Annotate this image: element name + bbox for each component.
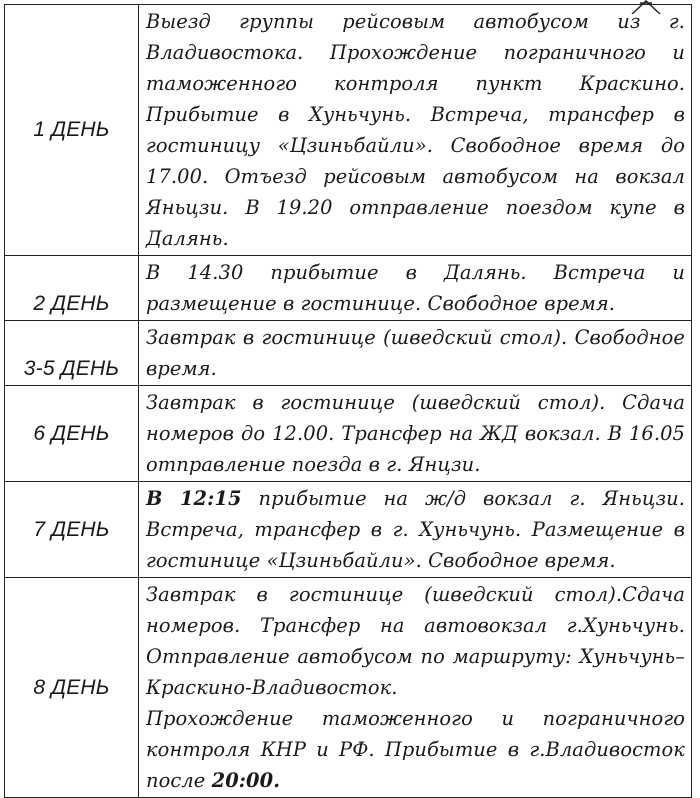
- day-description: [139, 482, 692, 578]
- description-rest: Прохождение таможенного и пограничного контроля КНР и РФ. Прибытие в г.Владивосток после: [146, 707, 685, 792]
- day-label: 1 ДЕНЬ: [5, 5, 139, 256]
- description-rest: прибытие на ж/д вокзал г. Яньцзи. Встреча, трансфер в г. Хуньчунь. Размещение в гостинице «Цзиньбайли». Свободное время.: [146, 487, 685, 572]
- day-label: 7 ДЕНЬ: [5, 482, 139, 578]
- day-description: [139, 256, 692, 321]
- day-label: 6 ДЕНЬ: [5, 386, 139, 482]
- day-description: [139, 578, 692, 798]
- itinerary-row-day-8: [5, 578, 692, 798]
- description-text: В 14.30 прибытие в Далянь. Встреча и размещение в гостинице. Свободное время.: [146, 261, 685, 315]
- description-text-2: [146, 703, 685, 796]
- day-label: 3-5 ДЕНЬ: [5, 321, 139, 386]
- day-label: 8 ДЕНЬ: [5, 578, 139, 798]
- itinerary-row-day-6: [5, 386, 692, 482]
- day-label: 2 ДЕНЬ: [5, 256, 139, 321]
- day-description: [139, 321, 692, 386]
- day-description: [139, 386, 692, 482]
- itinerary-row-day-2: [5, 256, 692, 321]
- description-text: Завтрак в гостинице (шведский стол). Сдача номеров до 12.00. Трансфер на ЖД вокзал. В 16.05 отправление поезда в г. Янцзи.: [146, 391, 685, 476]
- itinerary-row-day-1: [5, 5, 692, 256]
- itinerary-row-day-3-5: [5, 321, 692, 386]
- itinerary-table: [4, 4, 692, 798]
- arrival-time-bold: 20:00.: [211, 769, 281, 792]
- description-text: Выезд группы рейсовым автобусом из г. Владивостока. Прохождение пограничного и таможенного контроля пункт Краскино. Прибытие в Хуньчунь. Встреча, трансфер в гостиницу «Цзиньбайли». Свободное время до 17.00. Отъезд рейсовым автобусом на вокзал Яньцзи. В 19.20 отправление поездом купе в Далянь.: [146, 10, 685, 250]
- description-text: Завтрак в гостинице (шведский стол).Сдача номеров. Трансфер на автовокзал г.Хуньчунь. Отправление автобусом по маршруту: Хуньчунь–Краскино-Владивосток.: [146, 583, 685, 699]
- description-text: Завтрак в гостинице (шведский стол). Свободное время.: [146, 326, 685, 380]
- arrival-time-bold: В 12:15: [146, 487, 242, 510]
- day-description: [139, 5, 692, 256]
- itinerary-row-day-7: [5, 482, 692, 578]
- description-text: [146, 483, 685, 576]
